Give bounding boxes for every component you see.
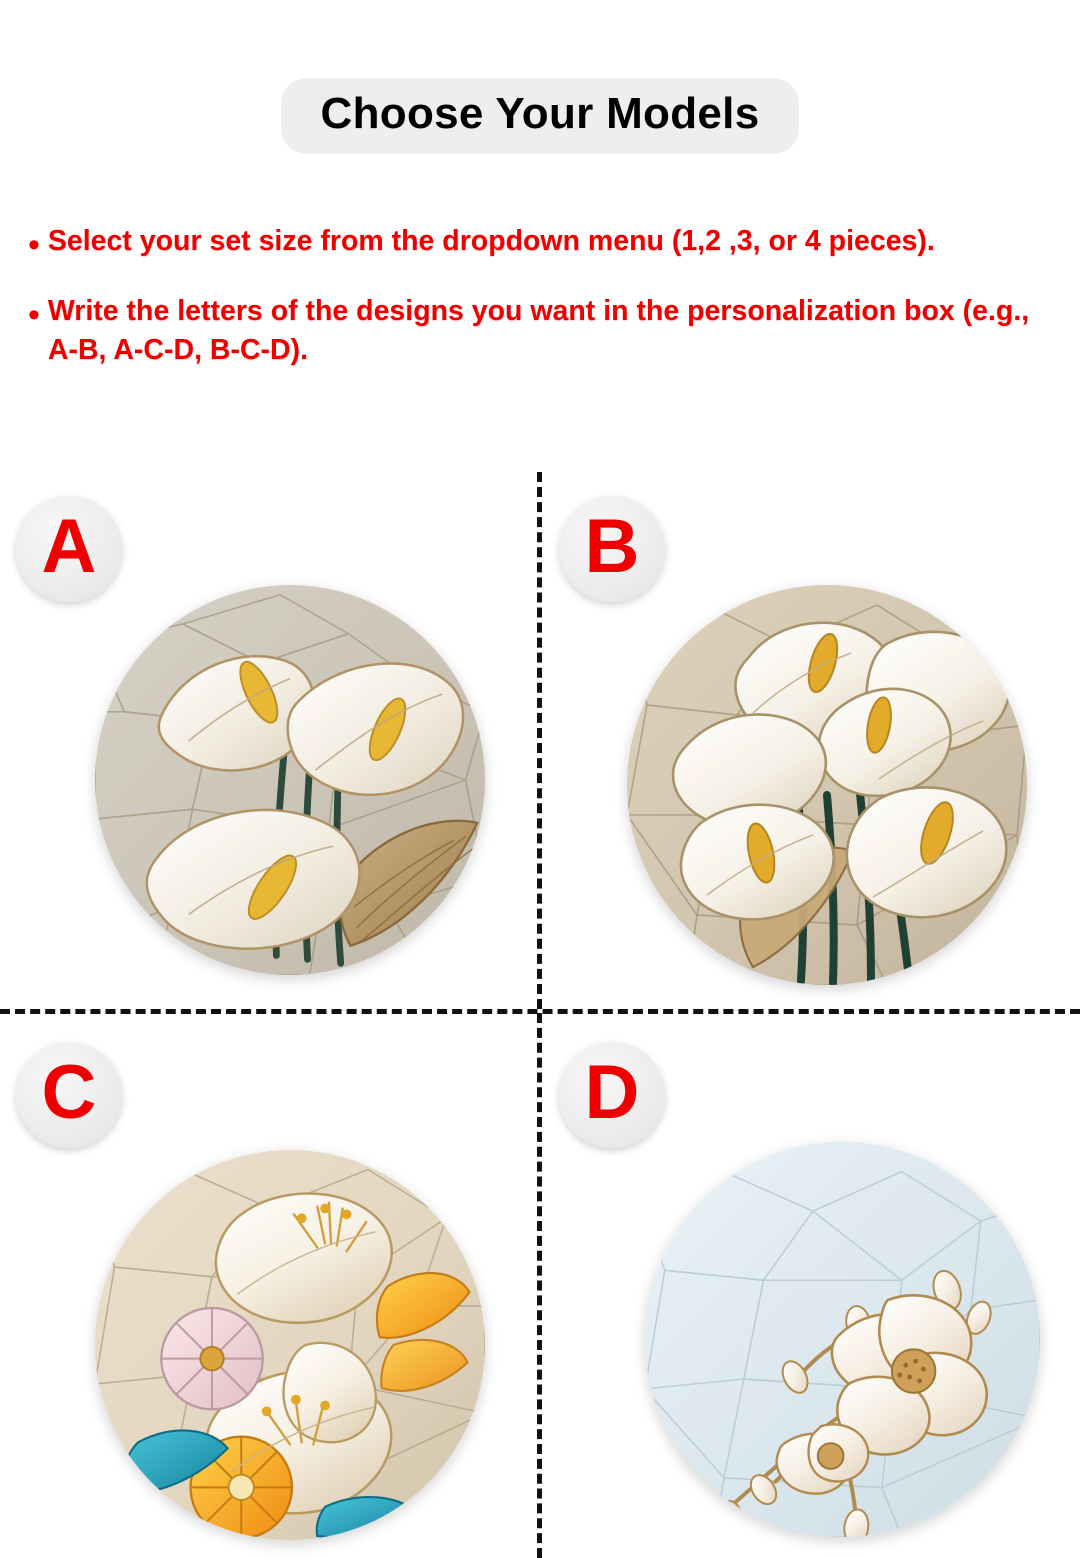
bullet-icon: • bbox=[28, 226, 40, 264]
model-artwork-d bbox=[645, 1142, 1040, 1537]
bullet-icon: • bbox=[28, 296, 40, 334]
model-artwork-c bbox=[95, 1150, 485, 1540]
instruction-text-1: Select your set size from the dropdown menu (1,2 ,3, or 4 pieces). bbox=[47, 225, 935, 257]
instruction-item-2 bbox=[28, 292, 1038, 371]
instruction-text-2: Write the letters of the designs you want in the personalization box (e.g., A-B, A-C-D, B-C-D). bbox=[47, 295, 1030, 367]
model-badge-a bbox=[16, 496, 122, 602]
model-badge-b bbox=[559, 496, 665, 602]
vertical-divider-top bbox=[537, 472, 542, 1009]
page-title-container bbox=[0, 78, 1080, 154]
page-title: Choose Your Models bbox=[281, 78, 800, 154]
model-letter-a: A bbox=[41, 504, 97, 589]
instructions-list bbox=[28, 222, 1038, 401]
model-letter-d: D bbox=[584, 1050, 640, 1135]
model-artwork-b bbox=[627, 585, 1027, 985]
model-badge-d bbox=[559, 1042, 665, 1148]
vertical-divider-bottom bbox=[537, 1013, 542, 1558]
model-badge-c bbox=[16, 1042, 122, 1148]
model-artwork-a bbox=[95, 585, 485, 975]
instruction-item-1 bbox=[28, 222, 1038, 262]
model-letter-b: B bbox=[584, 504, 640, 589]
model-letter-c: C bbox=[41, 1050, 97, 1135]
